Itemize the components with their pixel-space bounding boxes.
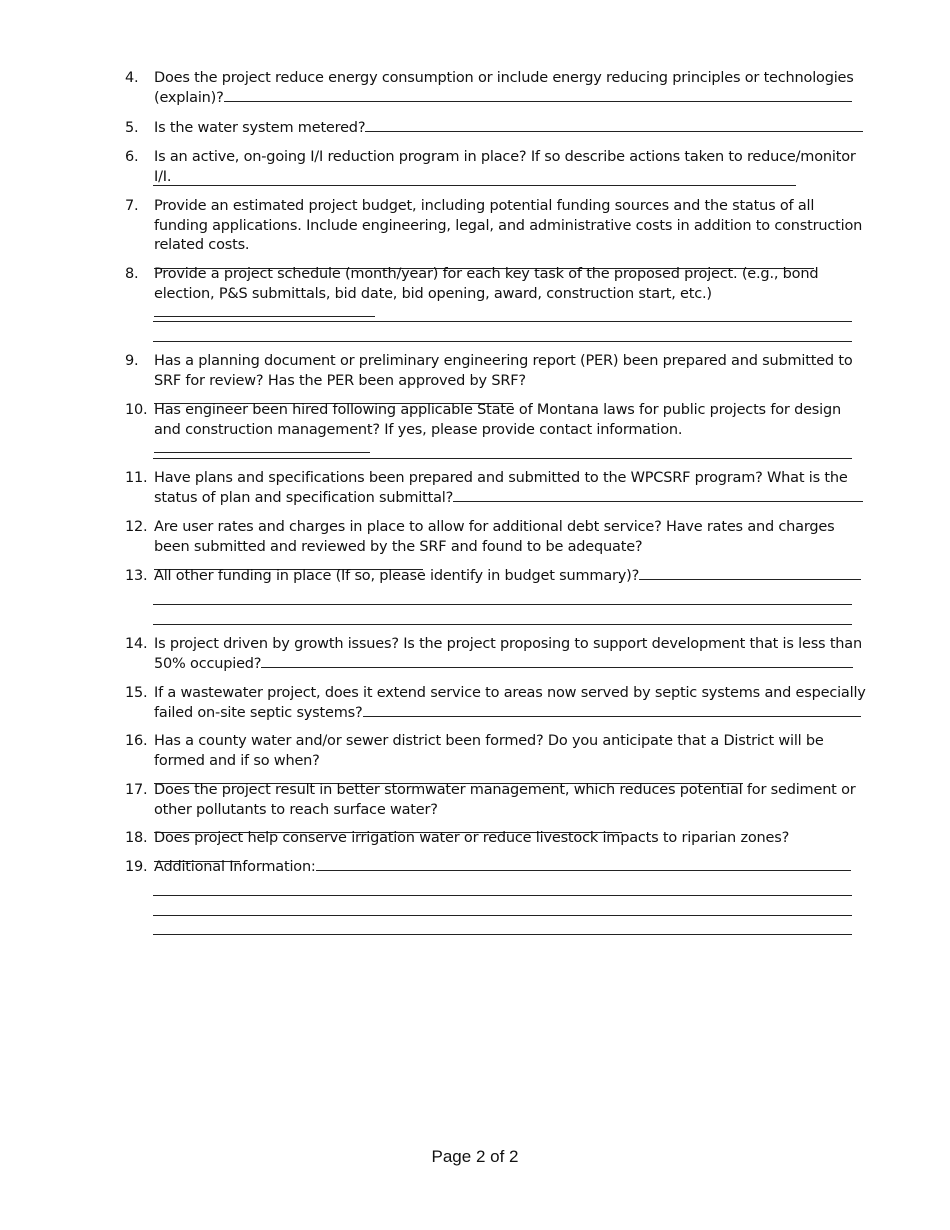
- answer-field[interactable]: [154, 440, 370, 453]
- question-text: Has engineer been hired following applicable State of Montana laws for public projects for design and construction management? If yes, please provide contact information.: [154, 402, 841, 438]
- question-text: Provide an estimated project budget, including potential funding sources and the status of all funding applications. Include engineering, legal, and administrative costs in addition to construction related costs.: [154, 198, 863, 253]
- question-text: Does the project result in better stormwater management, which reduces potential for sediment or other pollutants to reach surface water?: [154, 782, 856, 818]
- answer-field[interactable]: [316, 858, 851, 871]
- answer-field[interactable]: [154, 304, 375, 317]
- answer-field[interactable]: [639, 567, 861, 580]
- question-text: Additional Information:: [154, 859, 316, 875]
- question-number: 7.: [125, 198, 139, 214]
- question-text: Provide a project schedule (month/year) for each key task of the proposed project. (e.g., bond election, P&S submittals, bid date, bid opening, award, construction start, etc.): [154, 266, 819, 302]
- question-number: 10.: [125, 402, 148, 418]
- question-number: 13.: [125, 568, 148, 584]
- answer-line[interactable]: [153, 185, 796, 186]
- answer-line[interactable]: [153, 321, 852, 322]
- question-number: 5.: [125, 120, 139, 136]
- question-number: 16.: [125, 733, 148, 749]
- question-text: Does the project reduce energy consumption or include energy reducing principles or technologies (explain)?: [154, 70, 854, 106]
- answer-field[interactable]: [363, 704, 861, 717]
- question-number: 9.: [125, 353, 139, 369]
- question-text: Is an active, on-going I/I reduction program in place? If so describe actions taken to reduce/monitor I/I.: [154, 149, 856, 185]
- question-number: 12.: [125, 519, 148, 535]
- question-number: 6.: [125, 149, 139, 165]
- question-number: 19.: [125, 859, 148, 875]
- question-text: If a wastewater project, does it extend service to areas now served by septic systems and especially failed on-site septic systems?: [154, 685, 866, 721]
- question-text: All other funding in place (If so, please identify in budget summary)?: [154, 568, 640, 584]
- answer-line[interactable]: [153, 915, 852, 916]
- question-text: Are user rates and charges in place to allow for additional debt service? Have rates and charges been submitted and reviewed by the SRF and found to be adequate?: [154, 519, 835, 555]
- answer-line[interactable]: [153, 624, 852, 625]
- answer-line[interactable]: [153, 934, 852, 935]
- question-number: 8.: [125, 266, 139, 282]
- answer-line[interactable]: [153, 895, 852, 896]
- question-number: 17.: [125, 782, 148, 798]
- answer-field[interactable]: [365, 119, 863, 132]
- answer-field[interactable]: [453, 489, 863, 502]
- question-text: Has a county water and/or sewer district been formed? Do you anticipate that a District will be formed and if so when?: [154, 733, 824, 769]
- question-text: Is project driven by growth issues? Is the project proposing to support development that is less than 50% occupied?: [154, 636, 862, 672]
- answer-line[interactable]: [153, 341, 852, 342]
- question-text: Does project help conserve irrigation water or reduce livestock impacts to riparian zones?: [154, 830, 790, 846]
- answer-field[interactable]: [261, 655, 853, 668]
- question-text: Has a planning document or preliminary engineering report (PER) been prepared and submitted to SRF for review? Has the PER been approved by SRF?: [154, 353, 853, 389]
- question-number: 11.: [125, 470, 148, 486]
- question-number: 18.: [125, 830, 148, 846]
- question-text: Is the water system metered?: [154, 120, 366, 136]
- answer-line[interactable]: [153, 604, 852, 605]
- question-number: 14.: [125, 636, 148, 652]
- question-number: 15.: [125, 685, 148, 701]
- question-number: 4.: [125, 70, 139, 86]
- page-number: Page 2 of 2: [431, 1147, 519, 1166]
- answer-line[interactable]: [153, 458, 852, 459]
- answer-field[interactable]: [224, 89, 852, 102]
- question-text: Have plans and specifications been prepared and submitted to the WPCSRF program? What is the status of plan and specification submittal?: [154, 470, 848, 506]
